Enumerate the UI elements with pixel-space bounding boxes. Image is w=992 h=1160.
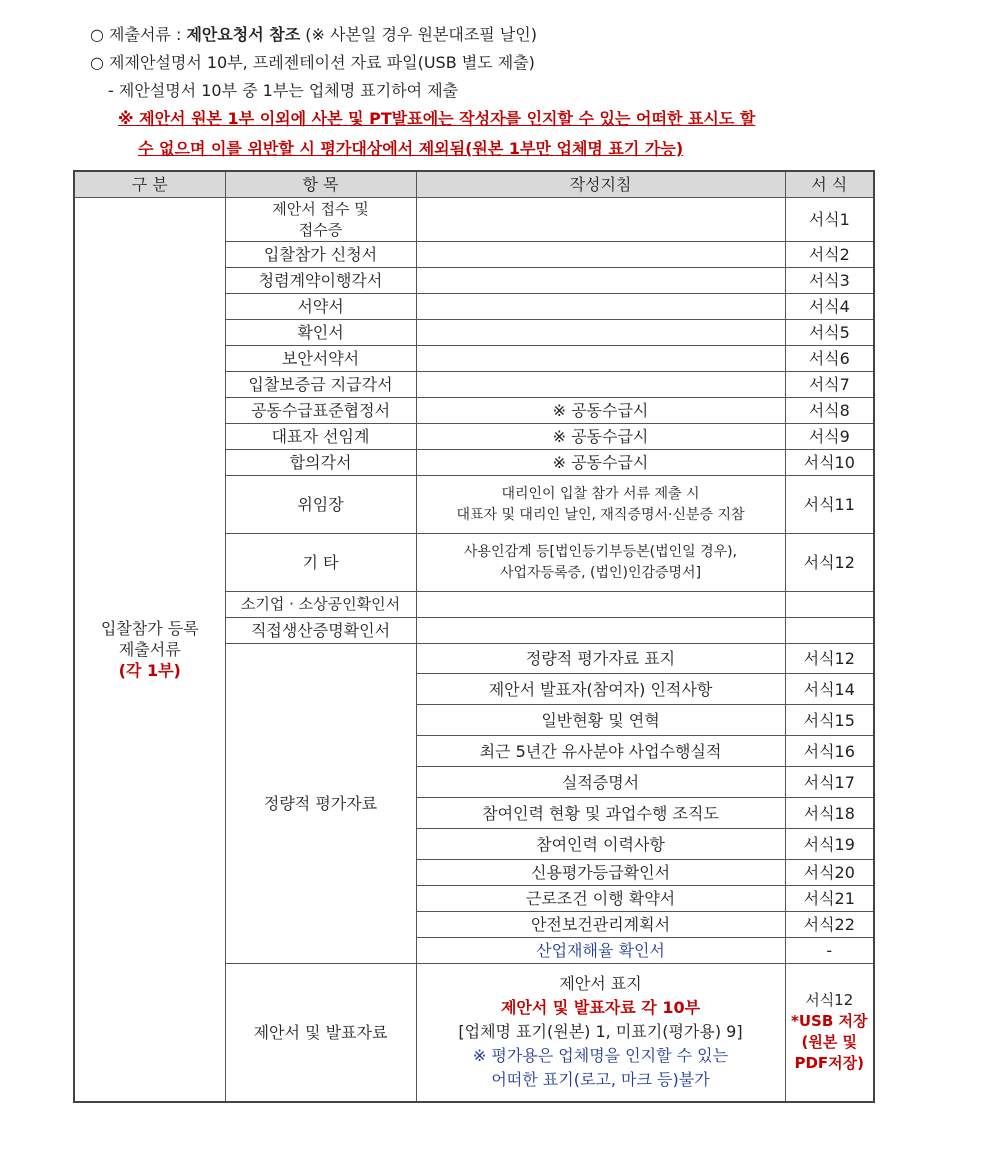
item-cell: 입찰참가 신청서 — [225, 242, 416, 268]
form-cell: 서식4 — [785, 294, 874, 320]
guide-cell: 산업재해율 확인서 — [416, 938, 785, 964]
header-item: 항 목 — [225, 171, 416, 198]
item-cell: 제안서 접수 및 접수증 — [225, 198, 416, 242]
form-cell: 서식2 — [785, 242, 874, 268]
header-category: 구 분 — [74, 171, 225, 198]
proposal-form-2: *USB 저장 — [791, 1012, 868, 1031]
proposal-guide-2: 제안서 및 발표자료 각 10부 — [500, 998, 701, 1018]
guide-cell: 사용인감계 등[법인등기부등본(법인일 경우), 사업자등록증, (법인)인감증명서] — [416, 534, 785, 592]
proposal-form-3: (원본 및 — [801, 1033, 858, 1052]
form-cell: 서식6 — [785, 346, 874, 372]
item-cell: 직접생산증명확인서 — [225, 618, 416, 644]
form-cell: 서식17 — [785, 767, 874, 798]
guide-cell: ※ 공동수급시 — [416, 450, 785, 476]
intro-line-2: ○ 제제안설명서 10부, 프레젠테이션 자료 파일(USB 별도 제출) — [90, 53, 535, 72]
guide-cell: 제안서 발표자(참여자) 인적사항 — [416, 674, 785, 705]
guide-cell: ※ 공동수급시 — [416, 398, 785, 424]
header-form: 서 식 — [785, 171, 874, 198]
form-cell — [785, 592, 874, 618]
guide-cell: 신용평가등급확인서 — [416, 860, 785, 886]
intro-line-1 — [90, 22, 537, 45]
guide-cell — [416, 346, 785, 372]
table-header-row — [74, 171, 874, 198]
proposal-guide-1: 제안서 표지 — [559, 974, 642, 994]
proposal-item-cell: 제안서 및 발표자료 — [225, 964, 416, 1102]
form-cell: 서식11 — [785, 476, 874, 534]
guide-cell — [416, 618, 785, 644]
guide-cell — [416, 268, 785, 294]
intro-bold: 제안요청서 참조 — [186, 25, 301, 44]
form-cell: 서식21 — [785, 886, 874, 912]
category-line-3: (각 1부) — [118, 660, 181, 680]
proposal-guide-3: [업체명 표기(원본) 1, 미표기(평가용) 9] — [458, 1022, 743, 1042]
guide-cell: 근로조건 이행 확약서 — [416, 886, 785, 912]
form-cell: 서식1 — [785, 198, 874, 242]
guide-cell: 실적증명서 — [416, 767, 785, 798]
table-row — [74, 198, 874, 242]
form-cell: 서식3 — [785, 268, 874, 294]
guide-cell: 참여인력 현황 및 과업수행 조직도 — [416, 798, 785, 829]
item-cell: 확인서 — [225, 320, 416, 346]
guide-cell: ※ 공동수급시 — [416, 424, 785, 450]
item-cell: 소기업 · 소상공인확인서 — [225, 592, 416, 618]
form-cell: 서식22 — [785, 912, 874, 938]
guide-cell — [416, 242, 785, 268]
form-cell: 서식14 — [785, 674, 874, 705]
form-cell: 서식5 — [785, 320, 874, 346]
proposal-guide-cell — [416, 964, 785, 1102]
submission-table — [73, 170, 875, 1103]
form-cell: - — [785, 938, 874, 964]
item-cell: 보안서약서 — [225, 346, 416, 372]
item-cell: 합의각서 — [225, 450, 416, 476]
item-cell: 공동수급표준협정서 — [225, 398, 416, 424]
item-cell: 입찰보증금 지급각서 — [225, 372, 416, 398]
guide-cell: 참여인력 이력사항 — [416, 829, 785, 860]
form-cell: 서식15 — [785, 705, 874, 736]
guide-cell — [416, 372, 785, 398]
category-line-2: 제출서류 — [118, 639, 181, 659]
proposal-form-cell — [785, 964, 874, 1102]
form-cell: 서식18 — [785, 798, 874, 829]
warning-line-1: ※ 제안서 원본 1부 이외에 사본 및 PT발표에는 작성자를 인지할 수 있는 어떠한 표시도 할 — [118, 109, 756, 128]
guide-cell — [416, 320, 785, 346]
form-cell: 서식12 — [785, 534, 874, 592]
guide-cell — [416, 294, 785, 320]
header-guide: 작성지침 — [416, 171, 785, 198]
quant-item-cell: 정량적 평가자료 — [225, 644, 416, 964]
guide-cell: 대리인이 입찰 참가 서류 제출 시 대표자 및 대리인 날인, 재직증명서·신분증 지참 — [416, 476, 785, 534]
guide-cell: 일반현황 및 연혁 — [416, 705, 785, 736]
item-cell: 기 타 — [225, 534, 416, 592]
guide-cell — [416, 592, 785, 618]
form-cell: 서식20 — [785, 860, 874, 886]
proposal-form-1: 서식12 — [805, 991, 854, 1010]
proposal-guide-4: ※ 평가용은 업체명을 인지할 수 있는 — [472, 1046, 729, 1066]
form-cell: 서식12 — [785, 644, 874, 674]
form-cell: 서식9 — [785, 424, 874, 450]
item-cell: 서약서 — [225, 294, 416, 320]
form-cell: 서식10 — [785, 450, 874, 476]
form-cell: 서식8 — [785, 398, 874, 424]
form-cell: 서식16 — [785, 736, 874, 767]
proposal-form-4: PDF저장) — [794, 1054, 865, 1073]
warning-line-2: 수 없으며 이를 위반할 시 평가대상에서 제외됨(원본 1부만 업체명 표기 가능) — [138, 139, 684, 158]
guide-cell: 정량적 평가자료 표지 — [416, 644, 785, 674]
form-cell — [785, 618, 874, 644]
category-line-1: 입찰참가 등록 — [100, 618, 199, 638]
intro-prefix: ○ 제출서류 : — [90, 25, 187, 44]
intro-line-3: - 제안설명서 10부 중 1부는 업체명 표기하여 제출 — [108, 81, 459, 100]
intro-suffix: (※ 사본일 경우 원본대조필 날인) — [300, 25, 537, 44]
proposal-guide-5: 어떠한 표기(로고, 마크 등)불가 — [491, 1070, 710, 1090]
form-cell: 서식19 — [785, 829, 874, 860]
guide-cell: 최근 5년간 유사분야 사업수행실적 — [416, 736, 785, 767]
guide-cell: 안전보건관리계획서 — [416, 912, 785, 938]
category-cell — [74, 198, 225, 1102]
item-cell: 청렴계약이행각서 — [225, 268, 416, 294]
guide-cell — [416, 198, 785, 242]
form-cell: 서식7 — [785, 372, 874, 398]
item-cell: 위임장 — [225, 476, 416, 534]
item-cell: 대표자 선임계 — [225, 424, 416, 450]
